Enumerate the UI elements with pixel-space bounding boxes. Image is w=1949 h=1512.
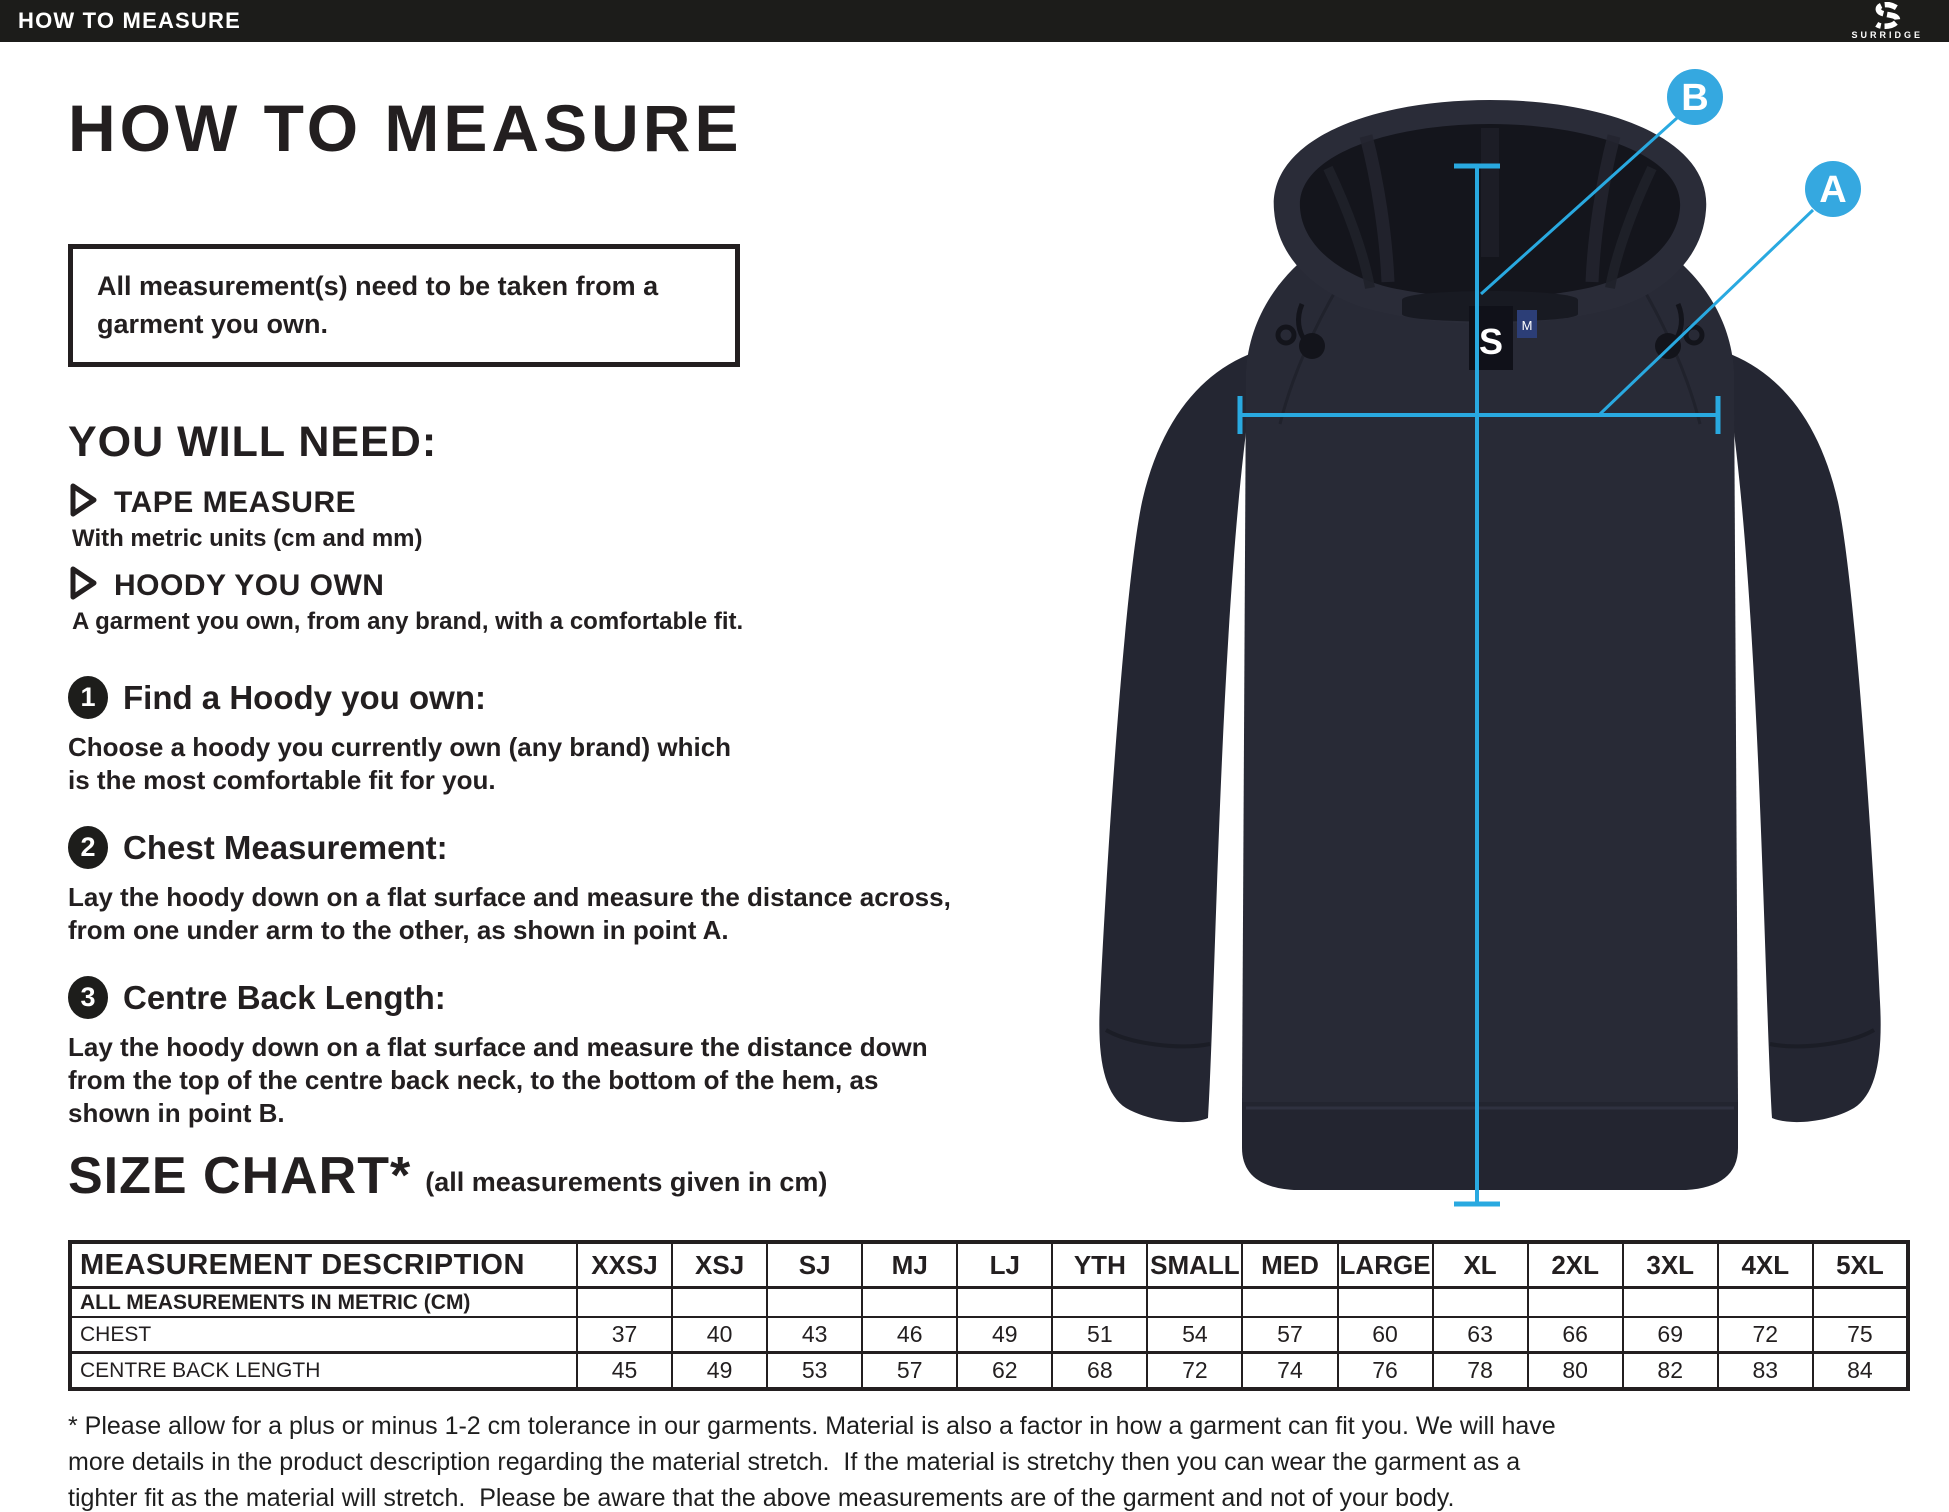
column-header-size: LARGE: [1338, 1242, 1433, 1288]
hem-band: [1242, 1102, 1738, 1190]
step: [68, 826, 1048, 947]
column-header-size: SMALL: [1147, 1242, 1242, 1288]
step-title: Chest Measurement:: [123, 828, 448, 866]
measurement-row-label: CENTRE BACK LENGTH: [70, 1353, 577, 1390]
step-heading: [68, 826, 1048, 869]
you-will-need-item: [68, 482, 1028, 523]
size-value-cell: 37: [577, 1317, 672, 1353]
size-value-cell: 49: [957, 1317, 1052, 1353]
table-row: [70, 1317, 1908, 1353]
column-header-description: MEASUREMENT DESCRIPTION: [70, 1242, 577, 1288]
size-value-cell: 63: [1433, 1317, 1528, 1353]
empty-cell: [1147, 1288, 1242, 1318]
point-a-label: A: [1819, 169, 1847, 211]
size-chart-subheading: (all measurements given in cm): [425, 1167, 828, 1197]
size-value-cell: 78: [1433, 1353, 1528, 1390]
empty-cell: [1433, 1288, 1528, 1318]
neck-label-brand-initial: S: [1478, 321, 1504, 362]
empty-cell: [1718, 1288, 1813, 1318]
hoodie-diagram: [1050, 52, 1930, 1237]
table-row: [70, 1353, 1908, 1390]
hoodie-diagram-svg: [1050, 52, 1930, 1237]
step-description-line: from the top of the centre back neck, to the bottom of the hem, as: [68, 1065, 879, 1095]
size-value-cell: 75: [1813, 1317, 1908, 1353]
brand-name: SURRIDGE: [1851, 30, 1923, 40]
size-value-cell: 82: [1623, 1353, 1718, 1390]
you-will-need-heading: YOU WILL NEED:: [68, 418, 438, 466]
step: [68, 676, 1048, 797]
footnote: [68, 1408, 1556, 1512]
size-value-cell: 84: [1813, 1353, 1908, 1390]
size-value-cell: 57: [862, 1353, 957, 1390]
step-description-line: Choose a hoody you currently own (any brand) which: [68, 732, 732, 762]
empty-cell: [862, 1288, 957, 1318]
column-header-size: XXSJ: [577, 1242, 672, 1288]
note-text: All measurement(s) need to be taken from a garment you own.: [97, 271, 659, 340]
column-header-size: SJ: [767, 1242, 862, 1288]
step-description-line: Lay the hoody down on a flat surface and measure the distance down: [68, 1032, 928, 1062]
size-value-cell: 46: [862, 1317, 957, 1353]
size-value-cell: 57: [1242, 1317, 1337, 1353]
you-will-need-item-label: TAPE MEASURE: [114, 485, 357, 519]
empty-cell: [1052, 1288, 1147, 1318]
you-will-need-item-label: HOODY YOU OWN: [114, 568, 385, 602]
column-header-size: YTH: [1052, 1242, 1147, 1288]
you-will-need-list: [68, 474, 1028, 648]
measurement-row-label: CHEST: [70, 1317, 577, 1353]
size-value-cell: 83: [1718, 1353, 1813, 1390]
empty-cell: [767, 1288, 862, 1318]
column-header-size: XL: [1433, 1242, 1528, 1288]
empty-cell: [672, 1288, 767, 1318]
step-heading: [68, 676, 1048, 719]
size-chart-heading: SIZE CHART*: [68, 1147, 412, 1205]
size-value-cell: 51: [1052, 1317, 1147, 1353]
note-box: [68, 244, 740, 367]
size-value-cell: 72: [1147, 1353, 1242, 1390]
size-tag-label: M: [1521, 318, 1533, 333]
size-value-cell: 53: [767, 1353, 862, 1390]
top-bar: [0, 0, 1949, 42]
size-value-cell: 62: [957, 1353, 1052, 1390]
step-heading: [68, 976, 1048, 1019]
hoodie-illustration: [1099, 100, 1880, 1190]
step-description-line: shown in point B.: [68, 1098, 285, 1128]
empty-cell: [577, 1288, 672, 1318]
you-will-need-item-description: A garment you own, from any brand, with a comfortable fit.: [72, 608, 744, 635]
footnote-line: tighter fit as the material will stretch. Please be aware that the above measurements are of the garment and not of your body.: [68, 1484, 1455, 1512]
step-number-badge: 3: [68, 976, 108, 1019]
triangle-right-icon: [68, 565, 98, 606]
empty-cell: [1338, 1288, 1433, 1318]
size-value-cell: 72: [1718, 1317, 1813, 1353]
size-value-cell: 60: [1338, 1317, 1433, 1353]
size-chart-heading-row: [68, 1146, 827, 1206]
column-header-size: 3XL: [1623, 1242, 1718, 1288]
column-header-size: XSJ: [672, 1242, 767, 1288]
empty-cell: [957, 1288, 1052, 1318]
empty-cell: [1528, 1288, 1623, 1318]
size-value-cell: 40: [672, 1317, 767, 1353]
footnote-line: * Please allow for a plus or minus 1-2 cm tolerance in our garments. Material is also a factor in how a garment can fit you. We will have: [68, 1412, 1556, 1440]
size-value-cell: 54: [1147, 1317, 1242, 1353]
step-description-line: Lay the hoody down on a flat surface and measure the distance across,: [68, 882, 951, 912]
step-description-line: from one under arm to the other, as shown in point A.: [68, 915, 729, 945]
steps-list: [68, 676, 1048, 1159]
size-value-cell: 74: [1242, 1353, 1337, 1390]
step-number-badge: 2: [68, 826, 108, 869]
top-bar-title: HOW TO MEASURE: [18, 8, 241, 33]
metric-note-cell: ALL MEASUREMENTS IN METRIC (CM): [70, 1288, 577, 1318]
step-title: Centre Back Length:: [123, 978, 446, 1016]
step: [68, 976, 1048, 1130]
step-number-badge: 1: [68, 676, 108, 719]
column-header-size: 4XL: [1718, 1242, 1813, 1288]
step-description-line: is the most comfortable fit for you.: [68, 765, 496, 795]
size-value-cell: 68: [1052, 1353, 1147, 1390]
empty-cell: [1242, 1288, 1337, 1318]
size-chart-table: [68, 1240, 1910, 1391]
column-header-size: LJ: [957, 1242, 1052, 1288]
metric-note-row: [70, 1288, 1908, 1318]
column-header-size: 2XL: [1528, 1242, 1623, 1288]
page-title: HOW TO MEASURE: [68, 91, 743, 165]
point-b-label: B: [1681, 77, 1709, 119]
size-value-cell: 49: [672, 1353, 767, 1390]
column-header-size: MED: [1242, 1242, 1337, 1288]
size-value-cell: 76: [1338, 1353, 1433, 1390]
empty-cell: [1813, 1288, 1908, 1318]
size-value-cell: 69: [1623, 1317, 1718, 1353]
surridge-s-icon: [1870, 2, 1904, 30]
column-header-size: 5XL: [1813, 1242, 1908, 1288]
footnote-line: more details in the product description regarding the material stretch. If the material is stretchy then you can wear the garment as a: [68, 1448, 1521, 1476]
size-value-cell: 43: [767, 1317, 862, 1353]
step-title: Find a Hoody you own:: [123, 678, 486, 716]
column-header-size: MJ: [862, 1242, 957, 1288]
you-will-need-item: [68, 565, 1028, 606]
size-value-cell: 45: [577, 1353, 672, 1390]
size-value-cell: 80: [1528, 1353, 1623, 1390]
you-will-need-item-description: With metric units (cm and mm): [72, 525, 423, 552]
triangle-right-icon: [68, 482, 98, 523]
size-value-cell: 66: [1528, 1317, 1623, 1353]
surridge-logo: [1851, 2, 1923, 40]
empty-cell: [1623, 1288, 1718, 1318]
